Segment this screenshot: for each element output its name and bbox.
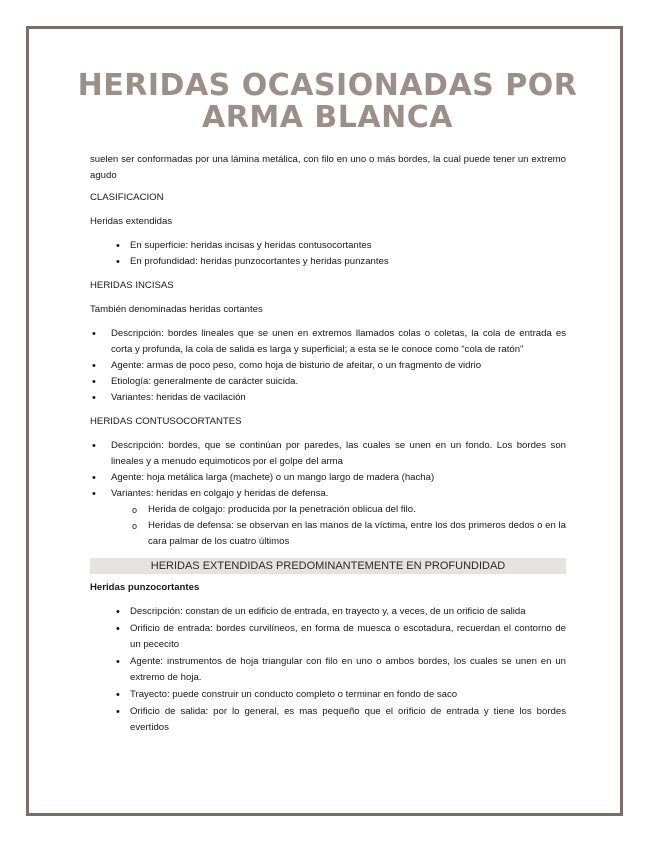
list-item: • Orificio de salida: por lo general, es mas pequeño que el orificio de entrada y tiene los bordes evertidos xyxy=(90,704,566,736)
incisas-subheading: También denominadas heridas cortantes xyxy=(90,304,263,315)
clasificacion-subheading: Heridas extendidas xyxy=(90,216,173,227)
list-item: • Orificio de entrada: bordes curvilíneos, en forma de muesca o escotadura, recuerdan el contorno de un pececito xyxy=(90,621,566,653)
intro-paragraph: suelen ser conformadas por una lámina metálica, con filo en uno o más bordes, la cual puede tener un extremo agudo xyxy=(90,154,566,181)
punzocortantes-list xyxy=(90,604,566,736)
title-line-1: HERIDAS OCASIONADAS POR xyxy=(77,68,578,103)
punzocortantes-heading: Heridas punzocortantes xyxy=(90,582,200,593)
title-line-2: ARMA BLANCA xyxy=(202,100,453,135)
list-item: • Descripción: bordes lineales que se unen en extremos llamados colas o coletas, la cola de entrada es corta y profunda, la cola de salida es larga y superficial; a esta se le conoce como “cola de ratón” xyxy=(90,326,566,358)
sublist-item: o Heridas de defensa: se observan en las manos de la víctima, entre los dos primeros dedos o en la cara palmar de los cuatro últimos xyxy=(111,518,566,550)
list-item: • Variantes: heridas en colgajo y heridas de defensa. xyxy=(90,486,566,502)
clasificacion-list xyxy=(90,238,566,270)
list-item: • Descripción: constan de un edificio de entrada, en trayecto y, a veces, de un orificio de salida xyxy=(90,604,566,620)
page-title xyxy=(0,70,655,134)
contusocortantes-heading: HERIDAS CONTUSOCORTANTES xyxy=(90,416,242,427)
list-item: • Trayecto: puede construir un conducto completo o terminar en fondo de saco xyxy=(90,687,566,703)
variantes-sublist xyxy=(90,502,566,550)
sublist-wrapper xyxy=(90,502,566,550)
section-banner: HERIDAS EXTENDIDAS PREDOMINANTEMENTE EN PROFUNDIDAD xyxy=(90,558,566,574)
sublist-item: o Herida de colgajo: producida por la penetración oblicua del filo. xyxy=(111,502,566,518)
list-item: • En superficie: heridas incisas y heridas contusocortantes xyxy=(90,238,566,254)
list-item: • Agente: hoja metálica larga (machete) o un mango largo de madera (hacha) xyxy=(90,470,566,486)
list-item: • Agente: instrumentos de hoja triangular con filo en uno o ambos bordes, los cuales se unen en un extremo de hoja. xyxy=(90,654,566,686)
list-item: • En profundidad: heridas punzocortantes y heridas punzantes xyxy=(90,254,566,270)
incisas-list xyxy=(90,326,566,406)
list-item: • Etiología: generalmente de carácter suicida. xyxy=(90,374,566,390)
document-body xyxy=(90,152,566,744)
list-item: • Descripción: bordes, que se continúan por paredes, las cuales se unen en un fondo. Los bordes son lineales y a menudo equimoticos por el golpe del arma xyxy=(90,438,566,470)
list-item: • Agente: armas de poco peso, como hoja de bisturio de afeitar, o un fragmento de vidrio xyxy=(90,358,566,374)
list-item: • Variantes: heridas de vacilación xyxy=(90,390,566,406)
incisas-heading: HERIDAS INCISAS xyxy=(90,280,174,291)
contusocortantes-list xyxy=(90,438,566,550)
clasificacion-heading: CLASIFICACION xyxy=(90,192,164,203)
